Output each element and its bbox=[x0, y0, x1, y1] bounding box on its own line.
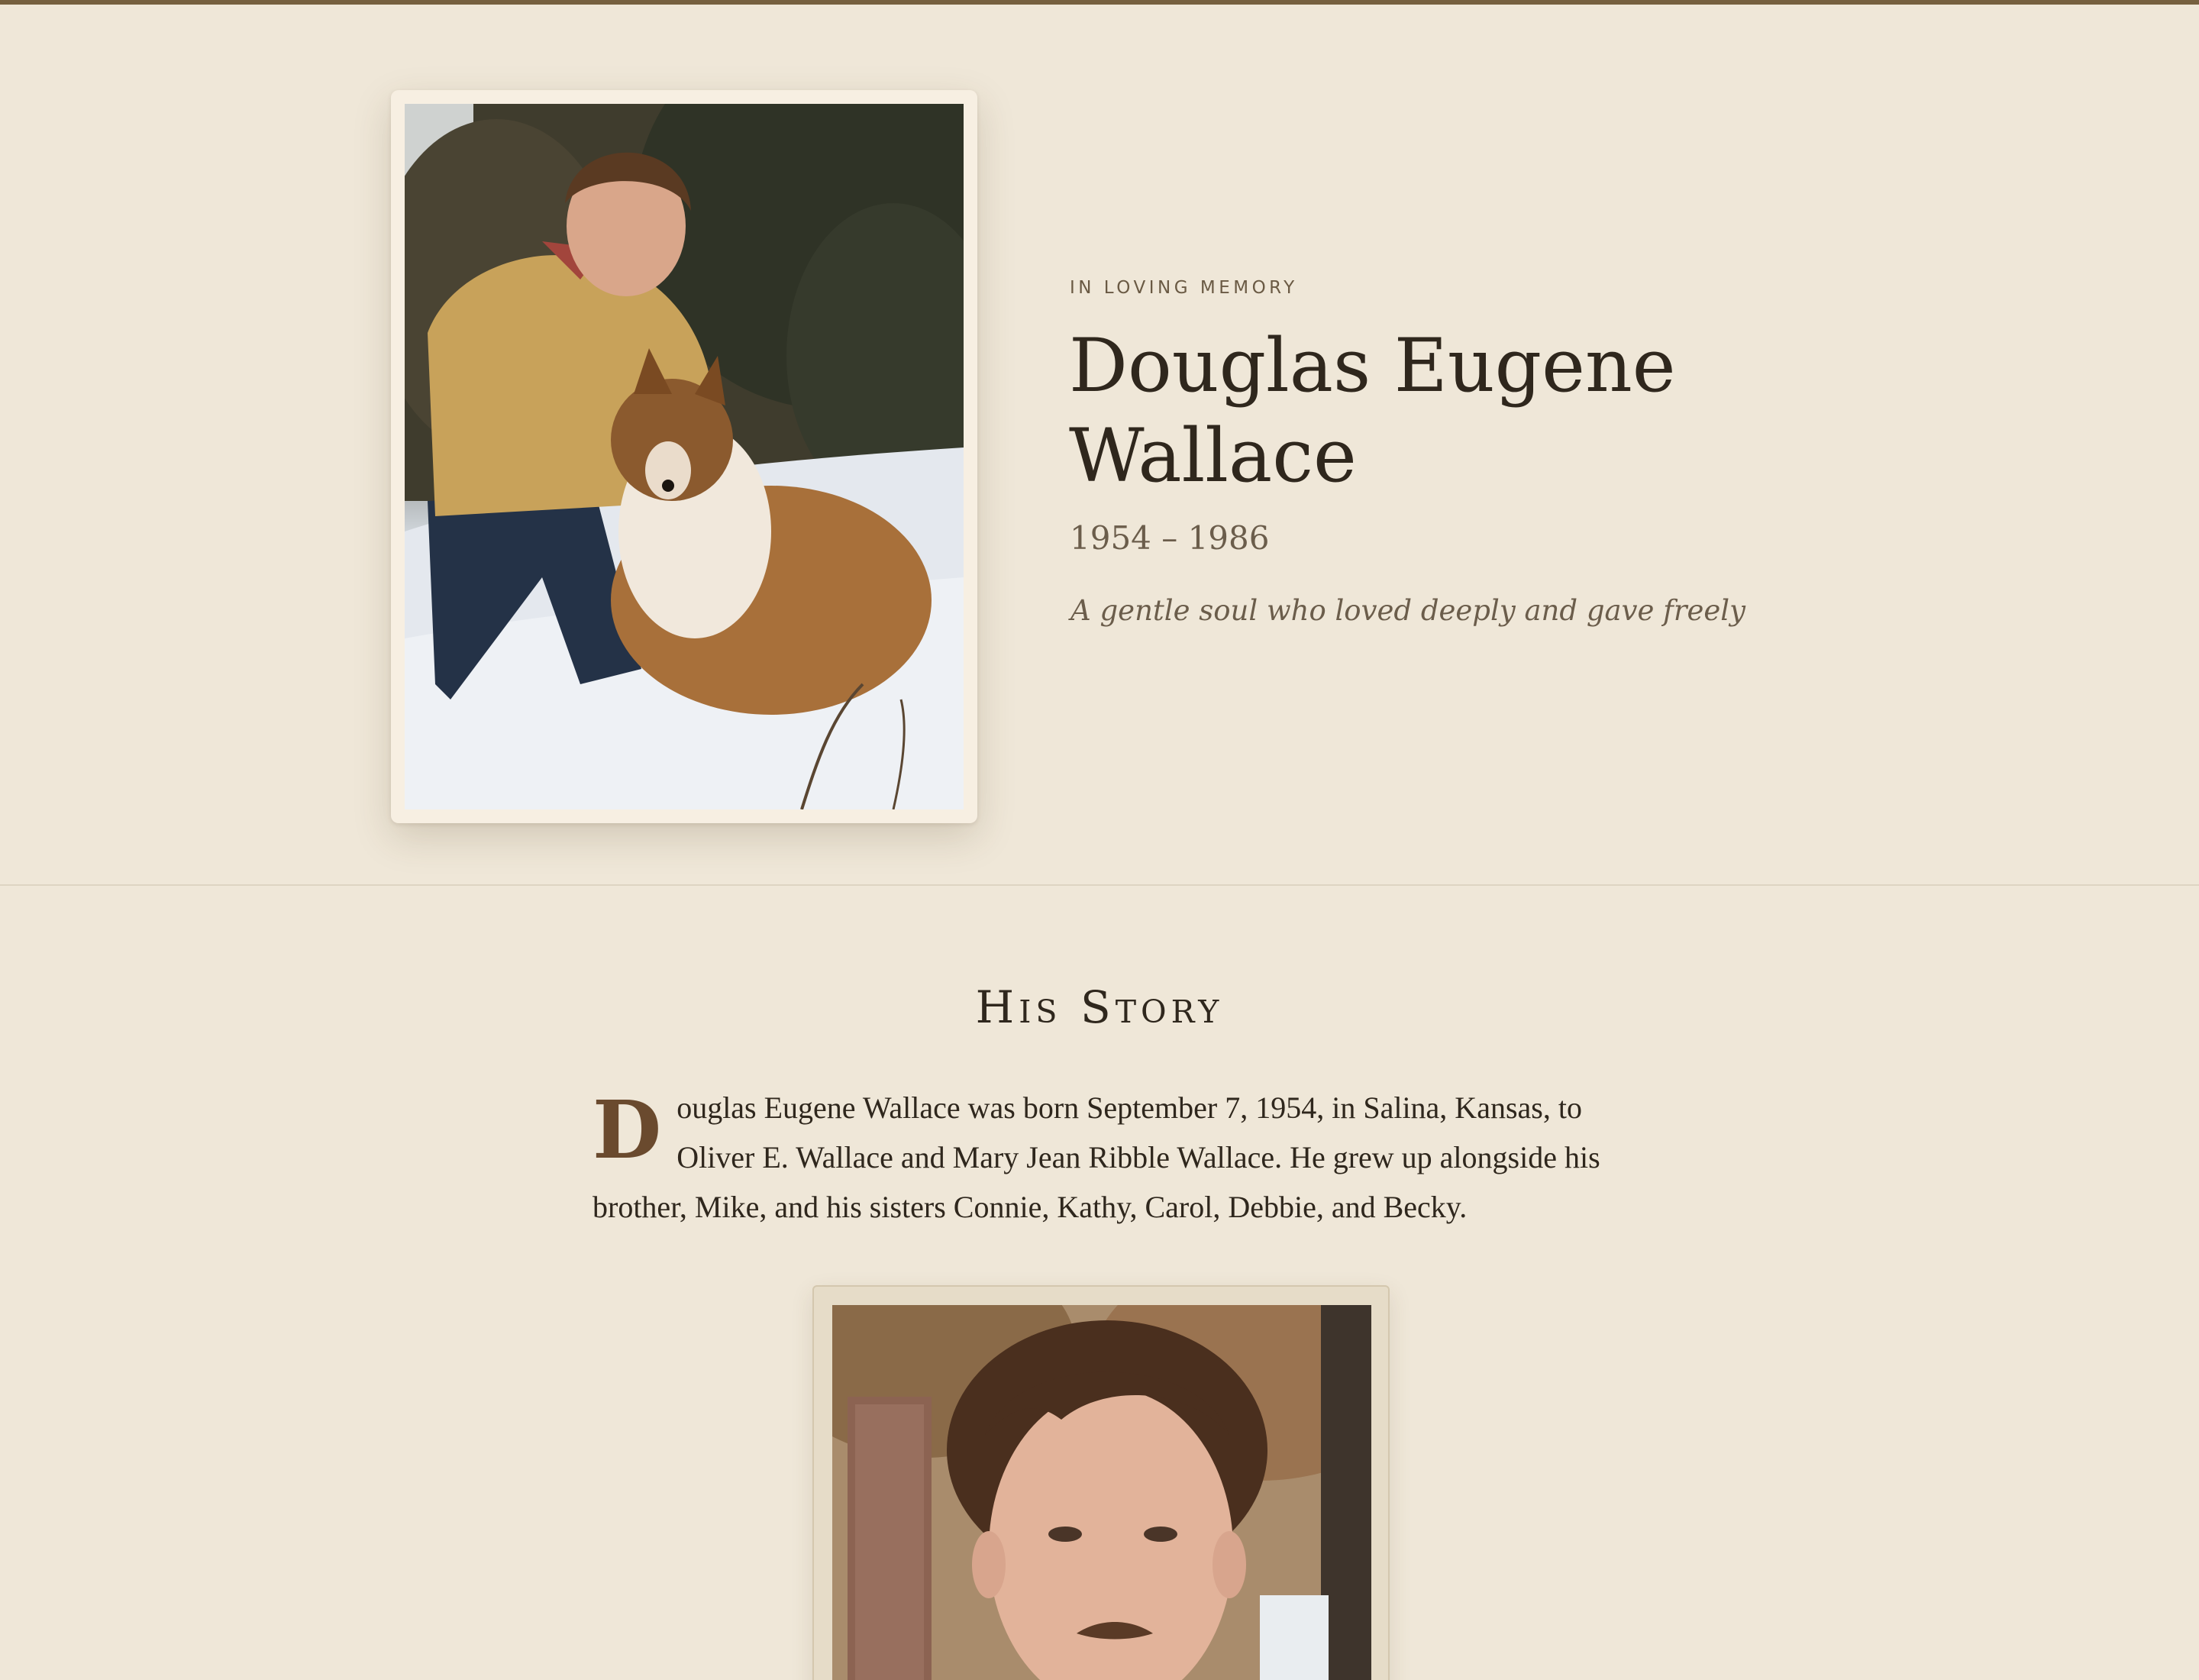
story-portrait-photo bbox=[832, 1305, 1371, 1680]
dropcap-letter: D bbox=[593, 1083, 662, 1177]
hero-portrait-photo bbox=[405, 104, 964, 809]
story-photo-frame bbox=[812, 1285, 1390, 1680]
story-paragraph-text: ouglas Eugene Wallace was born September 7, 1954, in Salina, Kansas, to Oliver E. Wallace and Mary Jean Ribble Wallace. He grew up alongside his brother, Mike, and his sisters Connie, Kathy, Carol, Debbie, and Becky. bbox=[593, 1090, 1600, 1224]
eyebrow-label: IN LOVING MEMORY bbox=[1070, 278, 1298, 298]
story-paragraph bbox=[593, 1083, 1616, 1232]
tagline: A gentle soul who loved deeply and gave freely bbox=[1070, 594, 1746, 627]
top-accent-bar bbox=[0, 0, 2199, 5]
hero-photo-frame bbox=[391, 90, 977, 823]
section-divider bbox=[0, 884, 2199, 886]
page-title: Douglas Eugene Wallace bbox=[1069, 323, 1676, 499]
man-with-dog-photo-icon bbox=[405, 104, 964, 809]
life-dates: 1954 – 1986 bbox=[1070, 519, 1270, 557]
section-heading-his-story: His Story bbox=[975, 981, 1224, 1033]
young-man-portrait-icon bbox=[832, 1305, 1371, 1680]
